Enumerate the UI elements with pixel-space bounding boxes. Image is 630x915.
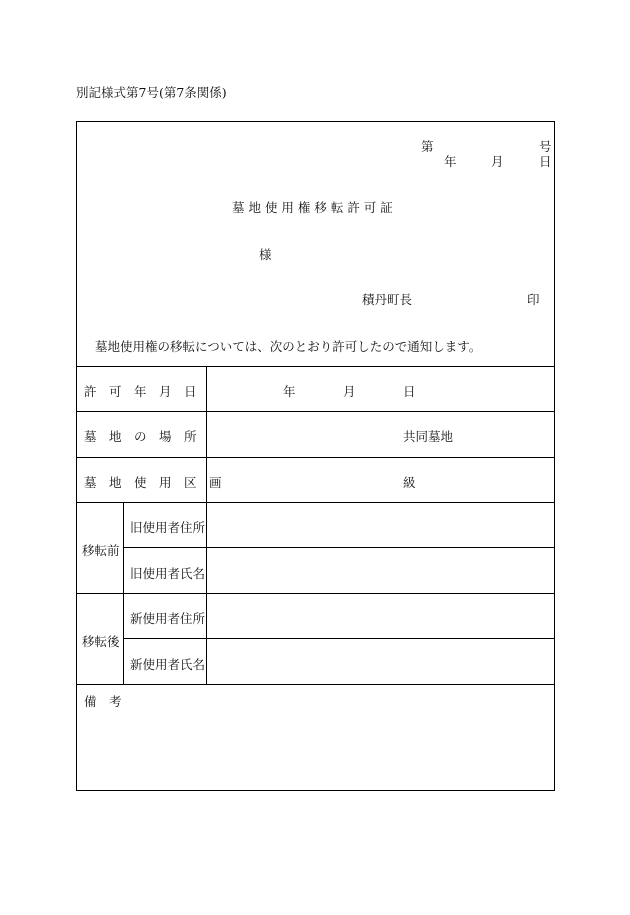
number-suffix: 号 (539, 139, 552, 154)
after-transfer-label: 移転後 (82, 634, 120, 649)
permit-month: 月 (343, 384, 356, 399)
issue-month: 月 (491, 154, 504, 169)
location-label: 墓 地 の 場 所 (84, 429, 197, 444)
permit-date-label: 許 可 年 月 日 (84, 384, 197, 399)
permit-day: 日 (403, 384, 416, 399)
former-user-name-label: 旧使用者氏名 (130, 566, 206, 581)
issue-year: 年 (444, 154, 457, 169)
plot-grade: 級 (403, 475, 416, 490)
before-transfer-label: 移転前 (82, 543, 120, 558)
permit-year: 年 (283, 384, 296, 399)
form-number-caption: 別記様式第7号(第7条関係) (76, 85, 227, 100)
permit-form (76, 121, 555, 791)
new-user-address-label: 新使用者住所 (130, 611, 206, 626)
document-title: 墓 地 使 用 権 移 転 許 可 証 (232, 200, 393, 215)
number-prefix: 第 (421, 139, 434, 154)
issue-day: 日 (539, 154, 552, 169)
location-value: 共同墓地 (403, 429, 454, 444)
issuer-name: 積丹町長 (362, 292, 413, 307)
addressee-suffix: 様 (259, 247, 272, 262)
new-user-name-label: 新使用者氏名 (130, 657, 206, 672)
seal-mark: 印 (527, 292, 540, 307)
plot-label: 墓 地 使 用 区 画 (84, 475, 222, 490)
notice-text: 墓地使用権の移転については、次のとおり許可したので通知します。 (95, 339, 482, 354)
former-user-address-label: 旧使用者住所 (130, 520, 206, 535)
remarks-label: 備 考 (84, 694, 122, 709)
